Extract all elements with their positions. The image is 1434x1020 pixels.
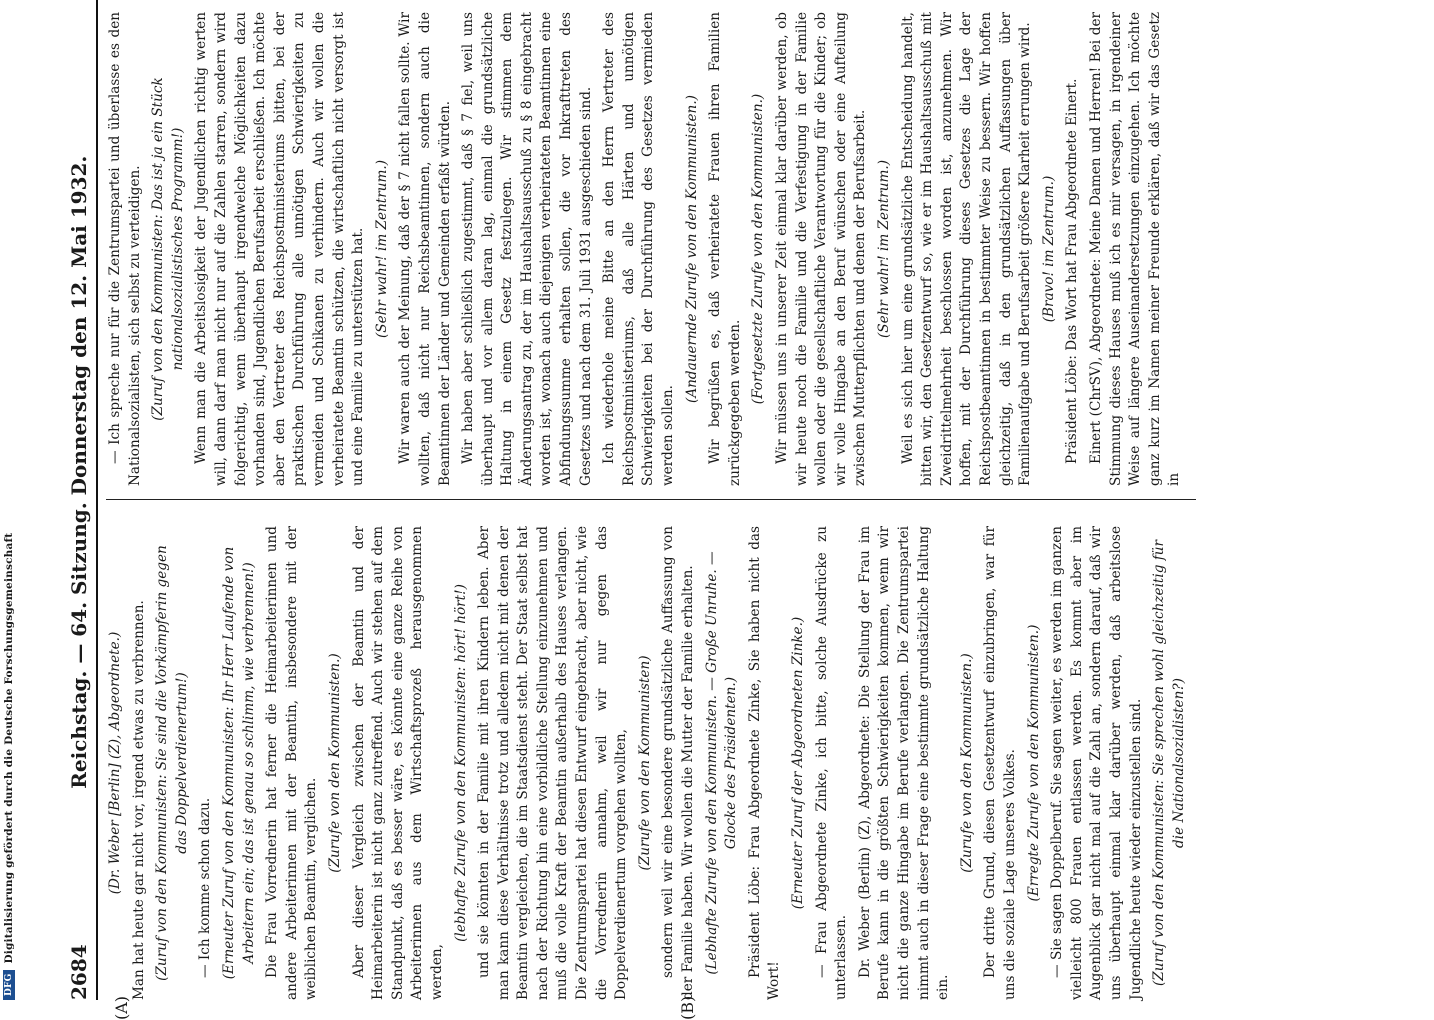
paragraph: Die Frau Vorrednerin hat ferner die Heimarbeiterinnen und andere Arbeiterinnen mit der Beamtin, insbesondere mit der weiblichen Beamtin, verglichen. — [264, 526, 320, 1000]
scanned-page — [50, 0, 1360, 1020]
interjection: (Andauernde Zurufe von den Kommunisten.) — [683, 95, 700, 403]
interjection: (Zurufe von den Kommunisten.) — [958, 653, 975, 873]
paragraph: Aber dieser Vergleich zwischen der Beamtin und der Heimarbeiterin ist nicht ganz zutreffend. Auch wir stehen auf dem Standpunkt, daß es besser wäre, es könnte eine ganze Reihe von Arbeiterinnen aus dem Wirtschaftsprozeß herausgenommen werden, — [350, 526, 445, 1000]
page-header — [50, 0, 90, 1000]
interjection: (Bravo! im Zentrum.) — [1040, 175, 1057, 323]
speaker-paragraph: Dr. Weber (Berlin) (Z), Abgeordnete: Die Stellung der Frau im Berufe kann in die größten Schwierigkeiten kommen, wenn wir nicht die ganze Hingabe im Berufe verlangen. Die Zentrumspartei nimmt auch in dieser Frage eine bestimmte grundsätzliche Haltung ein. — [856, 526, 952, 1000]
header-rule — [96, 0, 98, 1000]
paragraph: — Sie sagen Doppelberuf. Sie sagen weiter, es werden im ganzen vielleicht 800 Frauen entlassen werden. Es kommt aber im Augenblick gar nicht mal auf die Zahl an, sondern darauf, daß wir uns überhaupt einmal klar darüber werden, daß arbeitslose Jugendliche heute wieder einzustellen sind. — [1049, 526, 1144, 1000]
paragraph: — Ich spreche nur für die Zentrumspartei und überlasse es den Nationalsozialisten, sich selbst zu verteidigen. — [107, 12, 143, 486]
paragraph: Man hat heute gar nicht vor, irgend etwas zu verbrennen. — [130, 600, 147, 1000]
paragraph: sondern weil wir eine besondere grundsätzliche Auffassung von der Familie haben. Wir wollen die Mutter der Familie erhalten. — [660, 526, 697, 1000]
interjection: (Zuruf von den Kommunisten: Sie sprechen wohl gleichzeitig für die Nationalsozialisten?) — [1151, 539, 1187, 987]
speaker-paragraph: Einert (ChrSV), Abgeordnete: Meine Damen und Herren! Bei der Stimmung dieses Hauses muß ich es mir versagen, in irgendeiner Weise auf längere Auseinandersetzungen einzugehen. Ich möchte ganz kurz im Namen meiner Freunde erklären, daß wir das Gesetz in — [1087, 12, 1183, 486]
interjection: (Fortgesetzte Zurufe von den Kommunisten.) — [750, 93, 767, 405]
paragraph: Wir begrüßen es, daß verheiratete Frauen ihren Familien zurückgegeben werden. — [707, 12, 743, 486]
speaker-paragraph: Präsident Löbe: Frau Abgeordnete Zinke, Sie haben nicht das Wort! — [746, 526, 783, 1000]
margin-mark-b: (B) — [678, 995, 697, 1020]
speaker-paragraph: Präsident Löbe: Das Wort hat Frau Abgeordnete Einert. — [1064, 78, 1081, 464]
interjection: (Zurufe von den Kommunisten.) — [326, 653, 343, 873]
paragraph: Wir müssen uns in unserer Zeit einmal klar darüber werden, ob wir heute noch die Familie und die Verfestigung in der Familie wollen oder die gesellschaftliche Verantwortung für die Kinder; ob wir volle Hingabe an den Beruf wünschen oder eine Aufteilung zwischen Mutterpflichten und denen der Berufsarbeit. — [774, 12, 869, 486]
column-rule — [106, 499, 1196, 500]
interjection: (Erregte Zurufe von den Kommunisten.) — [1025, 624, 1042, 902]
left-column — [106, 526, 1193, 1000]
right-column — [106, 12, 1189, 486]
interjection: (Lebhafte Zurufe von den Kommunisten. — Große Unruhe. — Glocke des Präsidenten.) — [703, 551, 740, 975]
interjection: (Erneuter Zuruf der Abgeordneten Zinke.) — [790, 616, 806, 910]
interjection: (Erneuter Zuruf von den Kommunisten: Ihr Herr Laufende von Arbeitern ein; das ist genau so schlimm, wie verbrennen!) — [220, 546, 257, 980]
interjection: (Zuruf von den Kommunisten: Das ist ja ein Stück nationalsozialistisches Programm!) — [150, 77, 186, 421]
paragraph: Ich wiederhole meine Bitte an den Herrn Vertreter des Reichspostministeriums, daß alle Härten und unnötigen Schwierigkeiten bei der Durchführung des Gesetzes vermieden werden sollen. — [601, 12, 677, 486]
paragraph: — Frau Abgeordnete Zinke, ich bitte, solche Ausdrücke zu unterlassen. — [813, 526, 850, 1000]
paragraph: Der dritte Grund, diesen Gesetzentwurf einzubringen, war für uns die soziale Lage unseres Volkes. — [982, 526, 1018, 1000]
paragraph: Weil es sich hier um eine grundsätzliche Entscheidung handelt, bitten wir, den Gesetzentwurf so, wie er im Haushaltsausschuß mit Zweidrittelmehrheit beschlossen worden ist, anzunehmen. Wir hoffen, mit der Durchführung dieses Gesetzes die Lage der Reichspostbeamtinnen in bestimmter Weise zu bessern. Wir hoffen gleichzeitig, daß in den grundsätzlichen Auffassungen über Familienaufgabe und Berufsarbeit größere Klarheit errungen wird. — [899, 12, 1034, 486]
interjection: (Zuruf von den Kommunisten: Sie sind die Vorkämpferin gegen das Doppelverdienertum!) — [154, 545, 190, 981]
paragraph: Wenn man die Arbeitslosigkeit der Jugendlichen richtig werten will, dann darf man nicht nur auf die Zahlen starren, sondern wird folgerichtig, wenn überhaupt irgendwelche Möglichkeiten dazu vorhanden sind, Jugendlichen Berufsarbeit erschließen. Ich möchte aber den Vertreter des Reichspostministeriums bitten, bei der praktischen Durchführung alle unnötigen Schwierigkeiten zu vermeiden und Schikanen zu verhindern. Auch wir wollen die verheiratete Beamtin schützen, die wirtschaftlich nicht versorgt ist und eine Familie zu unterstützen hat. — [193, 12, 367, 486]
page-number: 2684 — [67, 944, 92, 1000]
interjection: (Zurufe von den Kommunisten) — [636, 655, 653, 871]
credit-text: Digitalisierung gefördert durch die Deutsche Forschungsgemeinschaft — [3, 532, 15, 964]
running-head: Reichstag. — 64. Sitzung. Donnerstag den 12. Mai 1932. — [67, 155, 92, 789]
paragraph: und sie könnten in der Familie mit ihren Kindern leben. Aber man kann diese Verhältnisse trotz und alledem nicht mit denen der Beamtin vergleichen, die im Staatsdienst steht. Der Staat selbst hat nach der Richtung hin eine vorbildliche Stellung einzunehmen und muß die volle Kraft der Beamtin außerhalb des Hauses verlangen. Die Zentrumspartei hat diesen Entwurf eingebracht, aber nicht, wie die Vorrednerin annahm, weil wir nur gegen das Doppelverdienertum vorgehen wollten, — [476, 526, 630, 1000]
paragraph: Wir waren auch der Meinung, daß der § 7 nicht fallen sollte. Wir wollten, daß nicht nur Reichsbeamtinnen, sondern auch die Beamtinnen der Länder und Gemeinden erfaßt würden. — [397, 12, 453, 486]
interjection: (Sehr wahr! im Zentrum.) — [373, 159, 390, 339]
interjection: (lebhafte Zurufe von den Kommunisten: hört! hört!) — [452, 584, 469, 942]
paragraph: — Ich komme schon dazu. — [197, 797, 214, 978]
speaker-line: (Dr. Weber [Berlin] (Z), Abgeordnete.) — [107, 631, 123, 895]
dfg-logo: DFG — [3, 970, 15, 1000]
interjection: (Sehr wahr! im Zentrum.) — [875, 159, 892, 339]
digitization-credit — [3, 20, 15, 1000]
margin-mark-a: (A) — [112, 995, 131, 1020]
paragraph: Wir haben aber schließlich zugestimmt, daß § 7 fiel, weil uns überhaupt und vor allem daran lag, einmal die grundsätzliche Haltung in einem Gesetz festzulegen. Wir stimmen dem Änderungsantrag zu, der im Haushaltsausschuß zu § 8 eingebracht worden ist, wonach auch diejenigen verheirateten Beamtinnen eine Abfindungssumme erhalten sollen, die vor Inkrafttreten des Gesetzes und nach dem 31. Juli 1931 ausgeschieden sind. — [460, 12, 594, 486]
